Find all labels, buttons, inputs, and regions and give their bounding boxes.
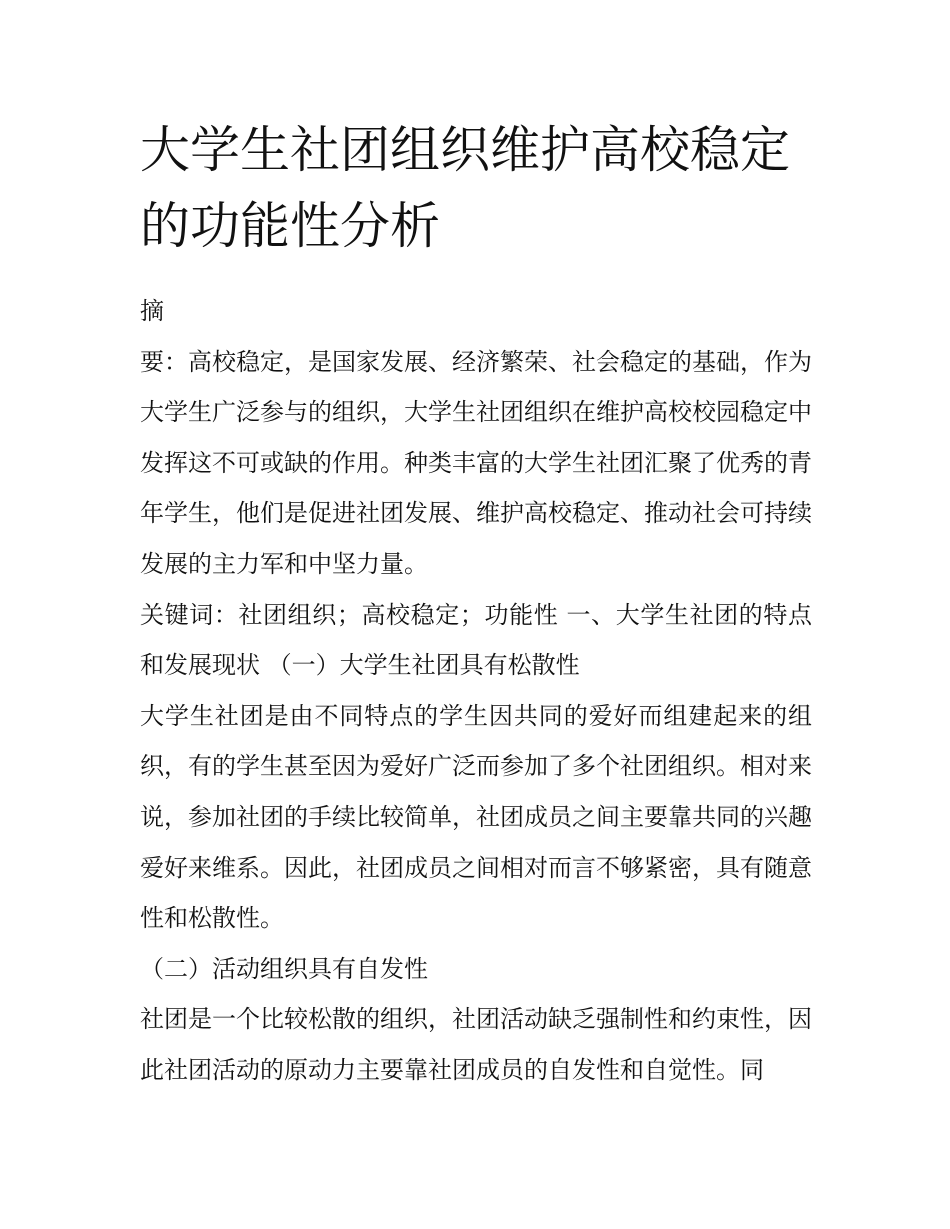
- paragraph-spontaneity: 社团是一个比较松散的组织，社团活动缺乏强制性和约束性，因此社团活动的原动力主要靠社团成员的自发性和自觉性。同: [140, 1005, 812, 1084]
- abstract-body: 要：高校稳定，是国家发展、经济繁荣、社会稳定的基础，作为大学生广泛参与的组织，大学生社团组织在维护高校校园稳定中发挥这不可或缺的作用。种类丰富的大学生社团汇聚了优秀的青年学生，他们是促进社团发展、维护高校稳定、推动社会可持续发展的主力军和中坚力量。: [140, 347, 812, 578]
- subheading-spontaneity: （二）活动组织具有自发性: [140, 954, 428, 983]
- document-body: [140, 286, 812, 1096]
- document-page: [140, 112, 812, 1096]
- document-title: 大学生社团组织维护高校稳定的功能性分析: [140, 121, 790, 255]
- keywords-line: 关键词：社团组织；高校稳定；功能性 一、大学生社团的特点和发展现状 （一）大学生社团具有松散性: [140, 600, 812, 680]
- paragraph-looseness: 大学生社团是由不同特点的学生因共同的爱好而组建起来的组织，有的学生甚至因为爱好广泛而参加了多个社团组织。相对来说，参加社团的手续比较简单，社团成员之间主要靠共同的兴趣爱好来维系。因此，社团成员之间相对而言不够紧密，具有随意性和松散性。: [140, 701, 812, 933]
- abstract-heading: 摘: [140, 297, 164, 325]
